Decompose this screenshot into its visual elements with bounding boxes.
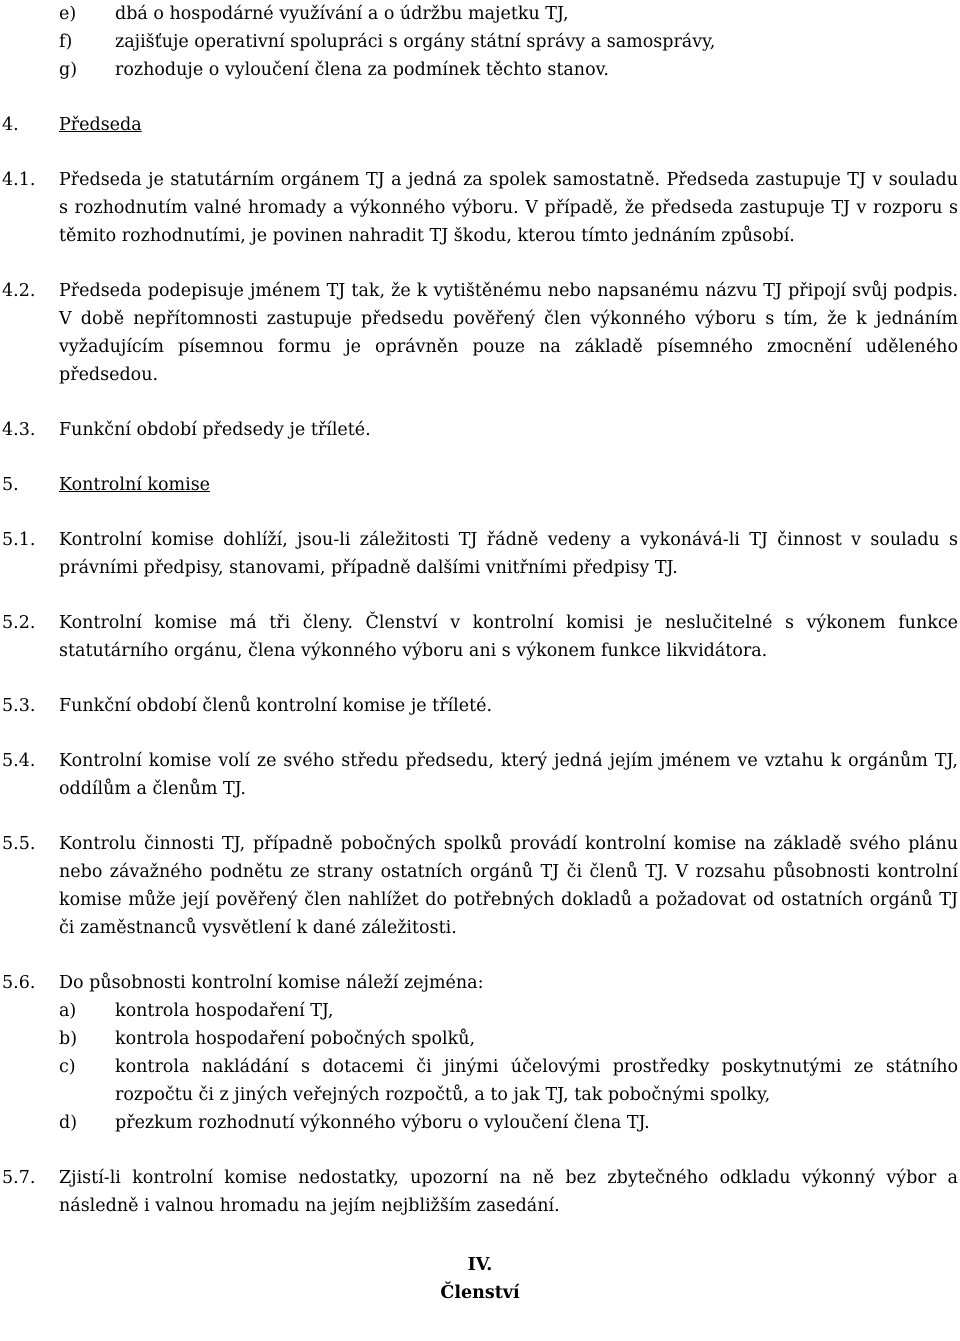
list-item [2, 0, 958, 28]
list-text: kontrola hospodaření pobočných spolků, [115, 1029, 476, 1049]
paragraph [2, 277, 958, 389]
paragraph-text: Kontrolní komise dohlíží, jsou-li záležitosti TJ řádně vedeny a vykonává-li TJ činnost v souladu s právními předpisy, stanovami, případně dalšími vnitřními předpisy TJ. [59, 530, 958, 578]
list-text: dbá o hospodárné využívání a o údržbu majetku TJ, [115, 4, 569, 24]
list-text: rozhoduje o vyloučení člena za podmínek těchto stanov. [115, 60, 609, 80]
paragraph [2, 166, 958, 250]
section-number: 5. [2, 475, 19, 495]
list-text: kontrola nakládání s dotacemi či jinými účelovými prostředky poskytnutými ze státního rozpočtu či z jiných veřejných rozpočtů, a to jak TJ, tak pobočnými spolky, [115, 1057, 958, 1105]
paragraph-text: Zjistí-li kontrolní komise nedostatky, upozorní na ně bez zbytečného odkladu výkonný výbor a následně i valnou hromadu na jejím nejbližším zasedání. [59, 1168, 958, 1216]
paragraph-text: Předseda podepisuje jménem TJ tak, že k vytištěnému nebo napsanému názvu TJ připojí svůj podpis. V době nepřítomnosti zastupuje předsedu pověřený člen výkonného výboru s tím, že k jednáním vyžadujícím písemnou formu je oprávněn pouze na základě písemného zmocnění uděleného předsedou. [59, 281, 958, 385]
list-item [2, 1025, 958, 1053]
paragraph [2, 526, 958, 582]
paragraph [2, 830, 958, 942]
paragraph [2, 969, 958, 997]
paragraph [2, 692, 958, 720]
section-number: 4. [2, 115, 19, 135]
list-item [2, 56, 958, 84]
list-item [2, 1053, 958, 1109]
paragraph-text: Kontrolní komise má tři členy. Členství v kontrolní komisi je neslučitelné s výkonem funkce statutárního orgánu, člena výkonného výboru ani s výkonem funkce likvidátora. [59, 613, 958, 661]
paragraph-number: 4.2. [2, 281, 36, 301]
chapter-number: IV. [467, 1255, 493, 1275]
paragraph-number: 5.2. [2, 613, 36, 633]
list-text: přezkum rozhodnutí výkonného výboru o vyloučení člena TJ. [115, 1113, 650, 1133]
paragraph-number: 5.3. [2, 696, 36, 716]
paragraph-number: 5.7. [2, 1168, 36, 1188]
paragraph-text: Kontrolu činnosti TJ, případně pobočných spolků provádí kontrolní komise na základě svého plánu nebo závažného podnětu ze strany ostatních orgánů TJ či členů TJ. V rozsahu působnosti kontrolní komise může její pověřený člen nahlížet do potřebných dokladů a požadovat od ostatních orgánů TJ či zaměstnanců vysvětlení k dané záležitosti. [59, 834, 958, 938]
list-label: d) [59, 1113, 78, 1133]
list-label: a) [59, 1001, 77, 1021]
paragraph-number: 4.3. [2, 420, 36, 440]
paragraph-number: 5.5. [2, 834, 36, 854]
list-text: kontrola hospodaření TJ, [115, 1001, 334, 1021]
chapter-title: Členství [440, 1283, 520, 1303]
list-label: e) [59, 4, 77, 24]
paragraph [2, 747, 958, 803]
list-item [2, 28, 958, 56]
section-heading [2, 471, 958, 499]
list-text: zajišťuje operativní spolupráci s orgány státní správy a samosprávy, [115, 32, 716, 52]
list-label: b) [59, 1029, 78, 1049]
list-label: c) [59, 1057, 76, 1077]
paragraph-text: Předseda je statutárním orgánem TJ a jedná za spolek samostatně. Předseda zastupuje TJ v souladu s rozhodnutím valné hromady a výkonného výboru. V případě, že předseda zastupuje TJ v rozporu s těmito rozhodnutími, je povinen nahradit TJ škodu, kterou tímto jednáním způsobí. [59, 170, 958, 246]
section-title: Předseda [59, 115, 142, 135]
paragraph [2, 609, 958, 665]
section-heading [2, 111, 958, 139]
list-label: f) [59, 32, 73, 52]
paragraph-number: 4.1. [2, 170, 36, 190]
paragraph [2, 1164, 958, 1220]
paragraph-number: 5.1. [2, 530, 36, 550]
list-label: g) [59, 60, 78, 80]
paragraph-text: Do působnosti kontrolní komise náleží zejména: [59, 973, 484, 993]
paragraph-text: Funkční období členů kontrolní komise je tříleté. [59, 696, 493, 716]
paragraph-text: Funkční období předsedy je tříleté. [59, 420, 371, 440]
paragraph-number: 5.6. [2, 973, 36, 993]
section-title: Kontrolní komise [59, 475, 211, 495]
list-item [2, 1109, 958, 1137]
list-item [2, 997, 958, 1025]
paragraph [2, 416, 958, 444]
paragraph-text: Kontrolní komise volí ze svého středu předsedu, který jedná jejím jménem ve vztahu k orgánům TJ, oddílům a členům TJ. [59, 751, 958, 799]
paragraph-number: 5.4. [2, 751, 36, 771]
